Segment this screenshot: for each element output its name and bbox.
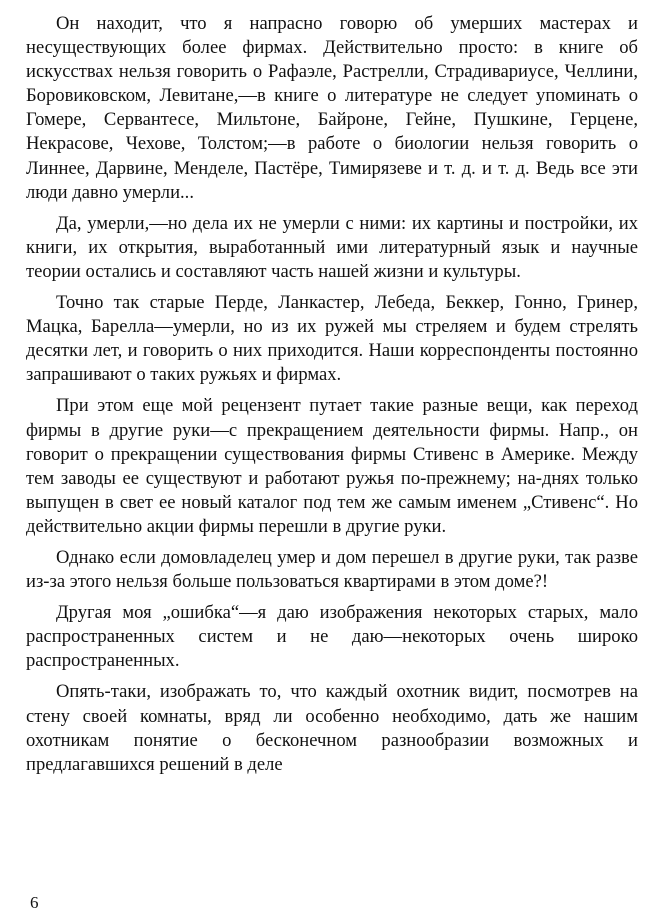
paragraph-4: При этом еще мой рецензент путает такие разные вещи, как переход фирмы в другие руки—с прекращением деятельности фирмы. Напр., он говорит о прекращении существования фирмы Стивенс в Америке. Между тем заводы ее существуют и работают ружья по-прежнему; на-днях только выпущен в свет ее новый каталог под тем же самым именем „Стивенс“. Но действительно акции фирмы перешли в другие руки. bbox=[26, 395, 638, 537]
paragraph-1: Он находит, что я напрасно говорю об умерших мастерах и несуществующих более фирмах. Действительно просто: в книге об искусствах нельзя говорить о Рафаэле, Растрелли, Страдивариусе, Челлини, Боровиковском, Левитане,—в книге о литературе не следует упоминать о Гомере, Сервантесе, Мильтоне, Байроне, Гейне, Пушкине, Герцене, Некрасове, Чехове, Толстом;—в работе о биологии нельзя говорить о Линнее, Дарвине, Менделе, Пастёре, Тимирязеве и т. д. и т. д. Ведь все эти люди давно умерли... bbox=[26, 13, 638, 203]
paragraph-5: Однако если домовладелец умер и дом перешел в другие руки, так разве из-за этого нельзя больше пользоваться квартирами в этом доме?! bbox=[26, 546, 638, 593]
paragraph-2: Да, умерли,—но дела их не умерли с ними: их картины и постройки, их книги, их открытия, выработанный ими литературный язык и научные теории остались и составляют часть нашей жизни и культуры. bbox=[26, 212, 638, 282]
paragraph-3: Точно так старые Перде, Ланкастер, Лебеда, Беккер, Гонно, Гринер, Мацка, Барелла—умерли, но из их ружей мы стреляем и будем стрелять десятки лет, и говорить о них приходится. Наши корреспонденты постоянно запрашивают о таких ружьях и фирмах. bbox=[26, 292, 638, 386]
body-text bbox=[26, 12, 638, 784]
paragraph-7: Опять-таки, изображать то, что каждый охотник видит, посмотрев на стену своей комнаты, вряд ли особенно необходимо, дать же нашим охотникам понятие о бесконечном разнообразии возможных и предлагавшихся решений в деле bbox=[26, 681, 638, 775]
page-number: 6 bbox=[30, 893, 39, 912]
paragraph-6: Другая моя „ошибка“—я даю изображения некоторых старых, мало распространенных систем и не даю—некоторых очень широко распространенных. bbox=[26, 602, 638, 672]
